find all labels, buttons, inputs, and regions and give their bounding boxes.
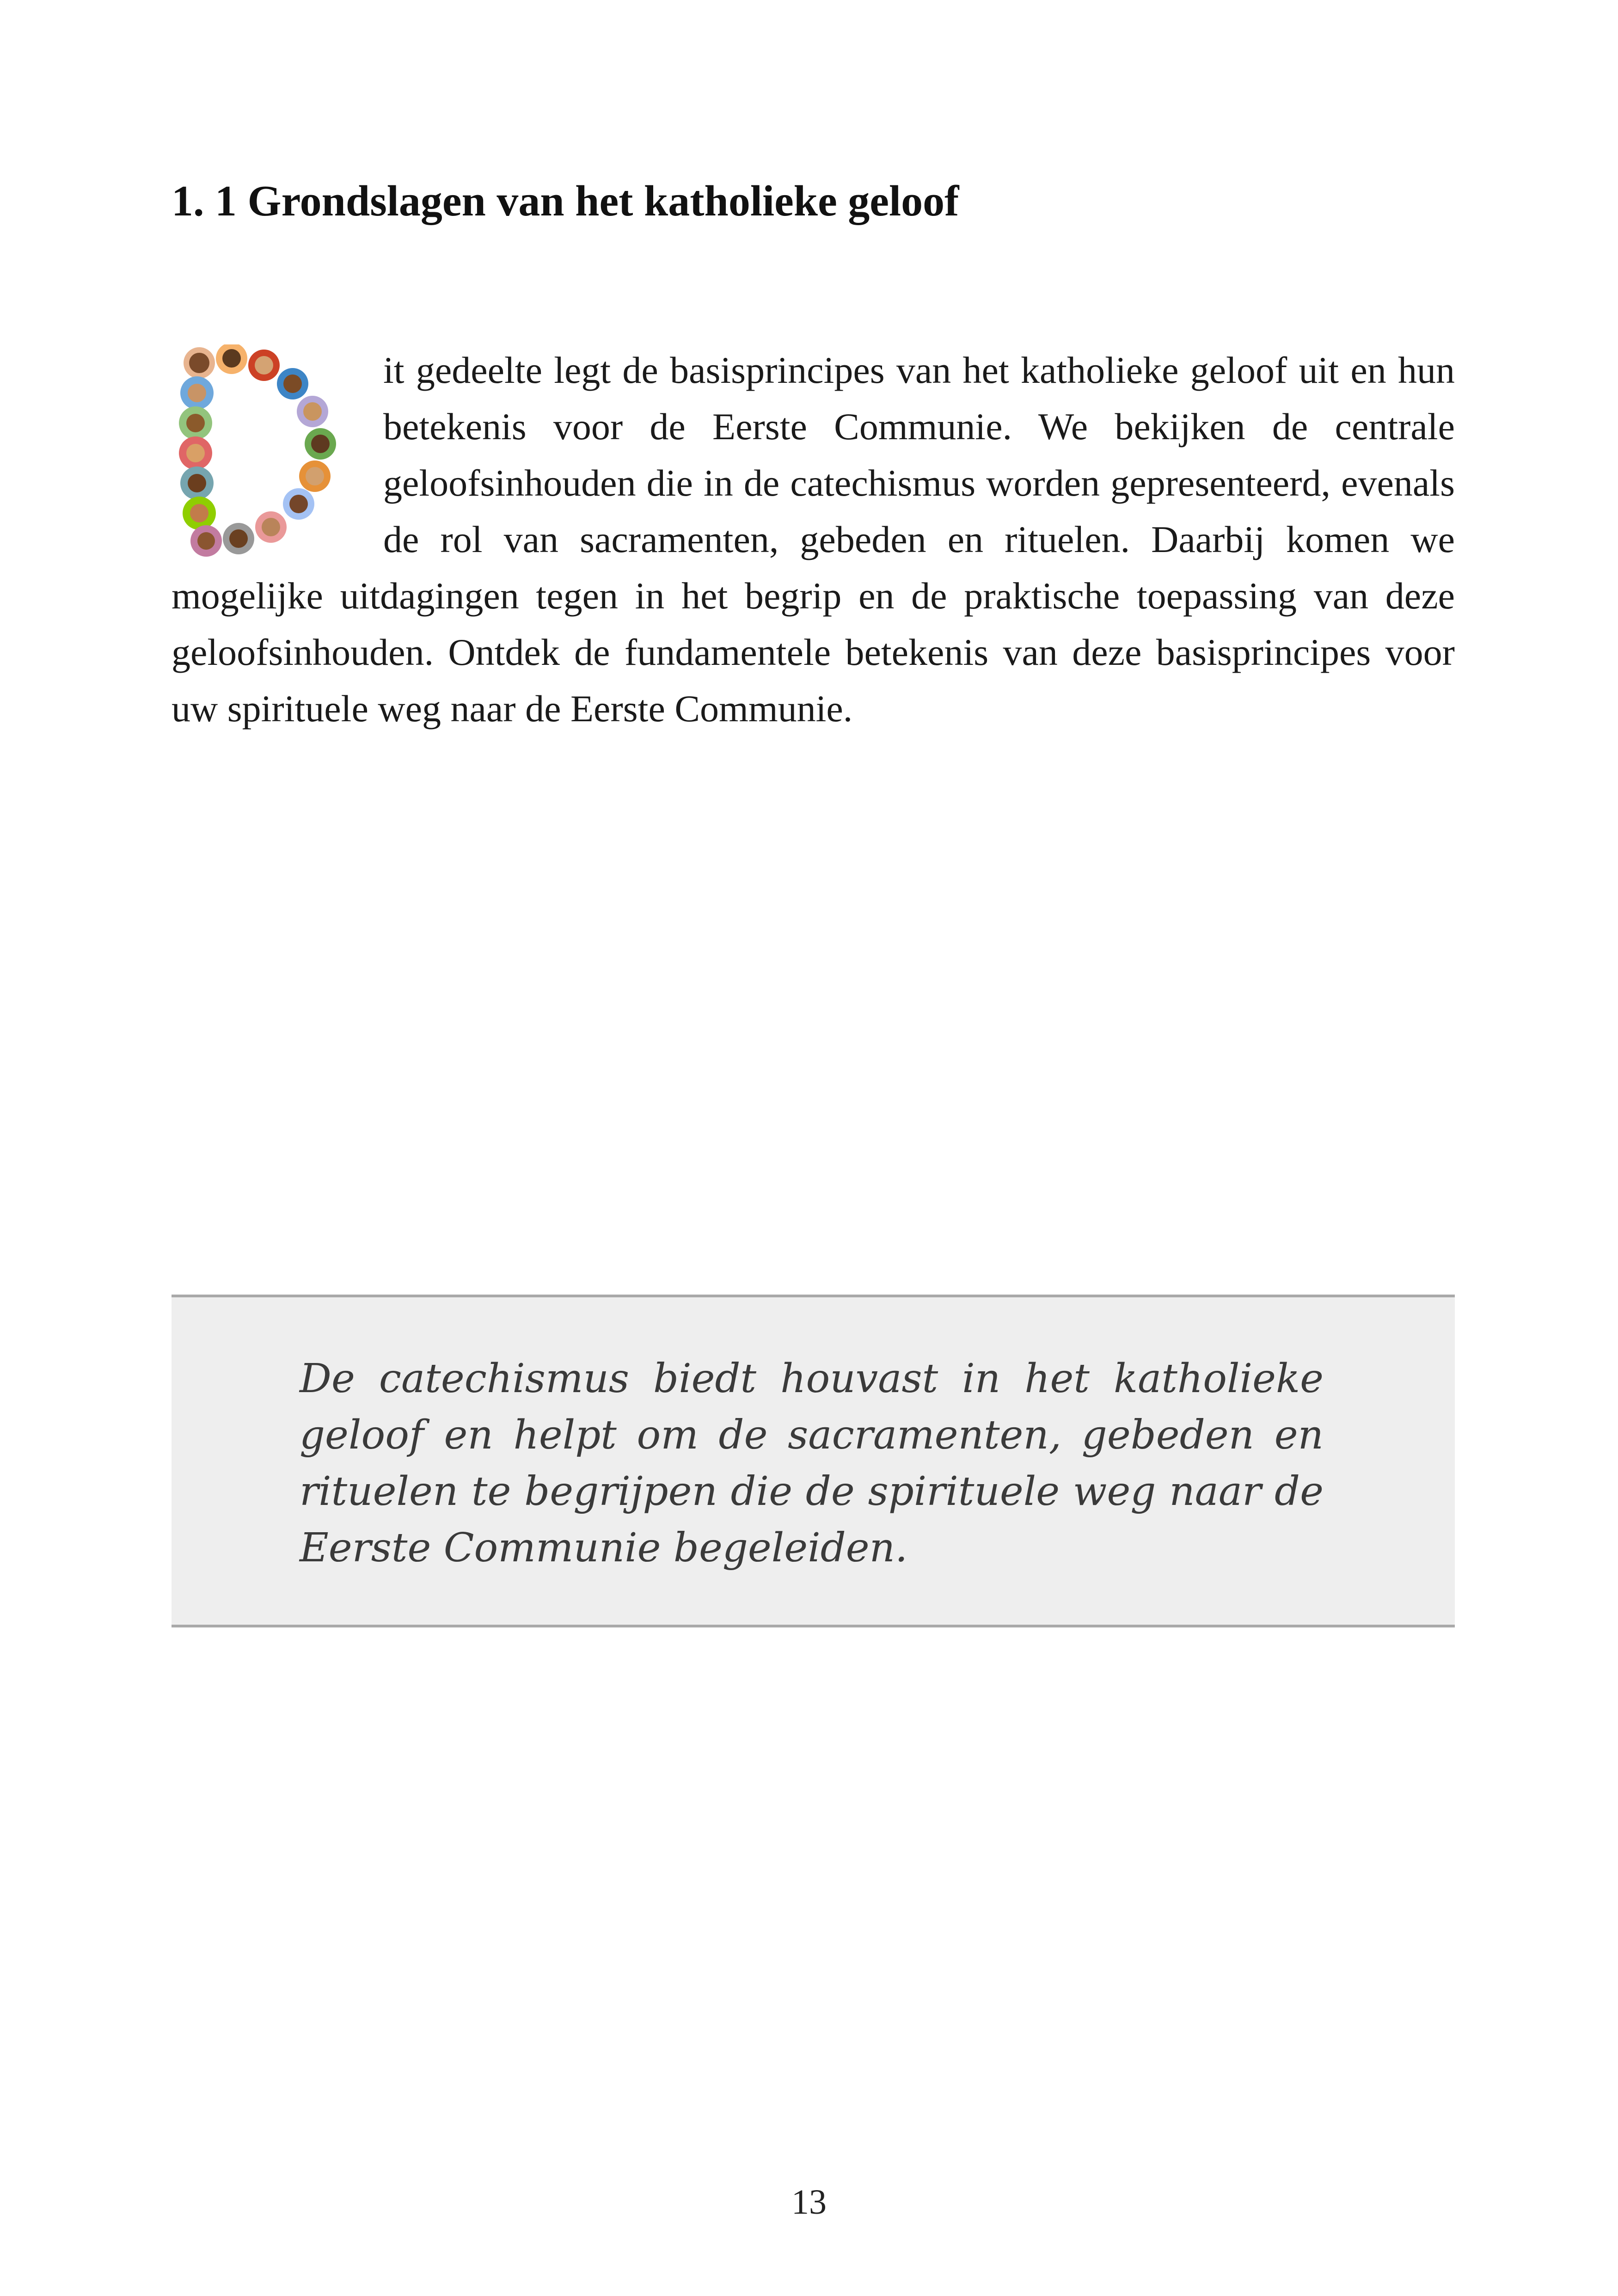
intro-paragraph-text: it gedeelte legt de basisprincipes van het katholieke geloof uit en hun betekenis voor de Eerste Communie. We bekijken de centrale geloofsinhouden die in de catechismus worden gepresenteerd, evenals de rol van sacramenten, gebeden en rituelen. Daarbij komen we mogelijke uitdagingen tegen in het begrip en de praktische toepassing van deze geloofsinhouden. Ontdek de fundamentele betekenis van deze basisprincipes voor uw spirituele weg naar de Eerste Communie. (172, 349, 1455, 730)
callout-text: De catechismus biedt houvast in het katholieke geloof en helpt om de sacramenten, gebeden en rituelen te begrijpen die de spirituele weg naar de Eerste Communie begeleiden. (300, 1356, 1324, 1571)
drop-cap-spacer (172, 342, 383, 568)
intro-paragraph (172, 342, 1455, 737)
page-number: 13 (791, 2183, 827, 2222)
callout-box (172, 1295, 1455, 1627)
section-heading: 1. 1 Grondslagen van het katholieke geloof (172, 177, 959, 225)
